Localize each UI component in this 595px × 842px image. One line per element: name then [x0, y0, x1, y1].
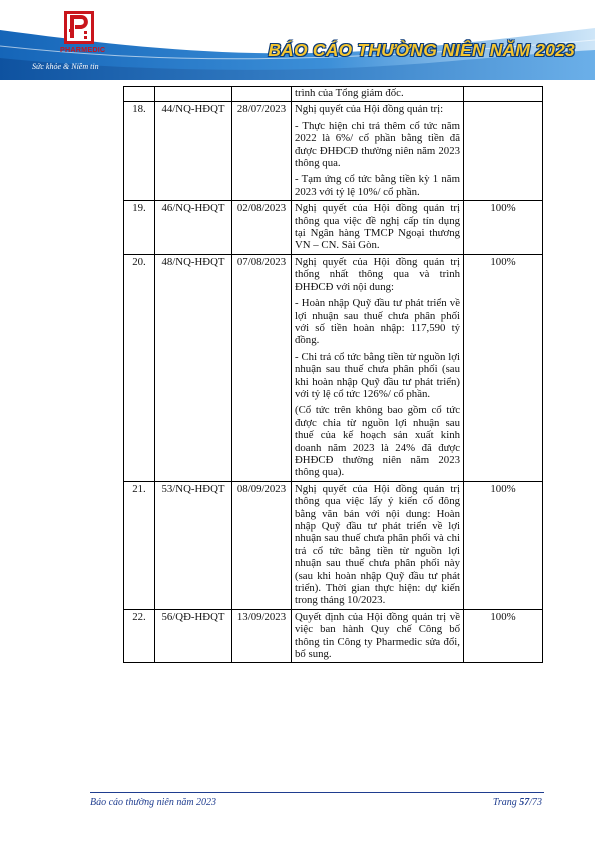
cell-rate: 100% [464, 609, 543, 663]
content-line: Nghị quyết của Hội đồng quản trị thống nhất thông qua và trình ĐHĐCĐ với nội dung: [295, 255, 460, 293]
table-row [124, 481, 543, 609]
content-line: Quyết định của Hội đồng quản trị về việc ban hành Quy chế Công bố thông tin Công ty Pharmedic sửa đổi, bổ sung. [295, 610, 460, 661]
content-line: - Hoàn nhập Quỹ đầu tư phát triển về lợi nhuận sau thuế chưa phân phối với số tiền hoàn nhập: 117,590 tỷ đồng. [295, 297, 460, 347]
cell-no: 19. [124, 201, 155, 255]
cell-no: 20. [124, 254, 155, 481]
page-total: /73 [529, 797, 542, 808]
cell-content [292, 87, 464, 102]
company-logo [60, 11, 136, 49]
cell-content [292, 201, 464, 255]
content-line: Nghị quyết của Hội đồng quản trị thông qua việc lấy ý kiến cổ đông bằng văn bản với nội dung: Hoàn nhập Quỹ đầu tư phát triển về lợi nhuận sau thuế chưa phân phối và chi trả cổ tức bằng tiền từ nguồn lợi nhuận sau thuế chưa phân phối này (sau khi hoàn nhập Quỹ đầu tư phát triển). Thời gian thực hiện: dự kiến trong tháng 10/2023. [295, 482, 460, 607]
content-line: (Cổ tức trên không bao gồm cổ tức được chia từ nguồn lợi nhuận sau thuế của kế hoạch sản xuất kinh doanh năm 2023 là 24% đã được ĐHĐCĐ thường niên năm 2023 thông qua). [295, 404, 460, 479]
cell-no: 18. [124, 102, 155, 201]
content-line: - Chi trả cổ tức bằng tiền từ nguồn lợi nhuận sau thuế chưa phân phối (sau khi hoàn nhập Quỹ đầu tư phát triển) với tỷ lệ cổ tức 126%/ cổ phần. [295, 350, 460, 400]
cell-no [124, 87, 155, 102]
cell-date: 08/09/2023 [232, 481, 292, 609]
cell-number [155, 87, 232, 102]
table-row [124, 102, 543, 201]
page-number [493, 797, 542, 808]
cell-number: 53/NQ-HĐQT [155, 481, 232, 609]
cell-date [232, 87, 292, 102]
cell-date: 02/08/2023 [232, 201, 292, 255]
resolutions-table [123, 86, 543, 663]
footer-report-name: Báo cáo thường niên năm 2023 [90, 797, 217, 808]
content-line: Nghị quyết của Hội đồng quản trị: [295, 103, 444, 116]
cell-number: 56/QĐ-HĐQT [155, 609, 232, 663]
cell-date: 28/07/2023 [232, 102, 292, 201]
cell-rate: 100% [464, 254, 543, 481]
page-header [0, 0, 595, 80]
table-row [124, 254, 543, 481]
cell-number: 46/NQ-HĐQT [155, 201, 232, 255]
content-line: Nghị quyết của Hội đồng quản trị thông qua việc đề nghị cấp tín dụng tại Ngân hàng TMCP Ngoại thương VN – CN. Sài Gòn. [295, 202, 460, 252]
slogan: Sức khỏe & Niềm tin [32, 62, 99, 71]
report-title: BÁO CÁO THƯỜNG NIÊN NĂM 2023 [268, 40, 575, 60]
cell-content [292, 254, 464, 481]
cell-number: 48/NQ-HĐQT [155, 254, 232, 481]
content-line: - Tạm ứng cổ tức bằng tiền kỳ 1 năm 2023 với tỷ lệ 10%/ cổ phần. [295, 173, 460, 198]
cell-no: 22. [124, 609, 155, 663]
footer-divider [90, 792, 544, 793]
cell-date: 07/08/2023 [232, 254, 292, 481]
table-row [124, 609, 543, 663]
pharmedic-logo-icon [64, 11, 94, 44]
cell-date: 13/09/2023 [232, 609, 292, 663]
table-row [124, 201, 543, 255]
cell-rate: 100% [464, 201, 543, 255]
content-line: trình của Tổng giám đốc. [295, 87, 404, 99]
cell-number: 44/NQ-HĐQT [155, 102, 232, 201]
cell-content [292, 481, 464, 609]
cell-rate: 100% [464, 481, 543, 609]
table-row-continuation [124, 87, 543, 102]
page-prefix: Trang [492, 797, 520, 808]
content-line: - Thực hiện chi trả thêm cổ tức năm 2022 là 6%/ cổ phần bằng tiền đã được ĐHĐCĐ thường niên năm 2023 thông qua. [295, 119, 460, 170]
page-current: 57 [519, 797, 530, 808]
cell-rate [464, 102, 543, 201]
brand-name: PHARMEDIC [60, 45, 106, 54]
cell-no: 21. [124, 481, 155, 609]
cell-content [292, 609, 464, 663]
cell-content [292, 102, 464, 201]
cell-rate [464, 87, 543, 102]
